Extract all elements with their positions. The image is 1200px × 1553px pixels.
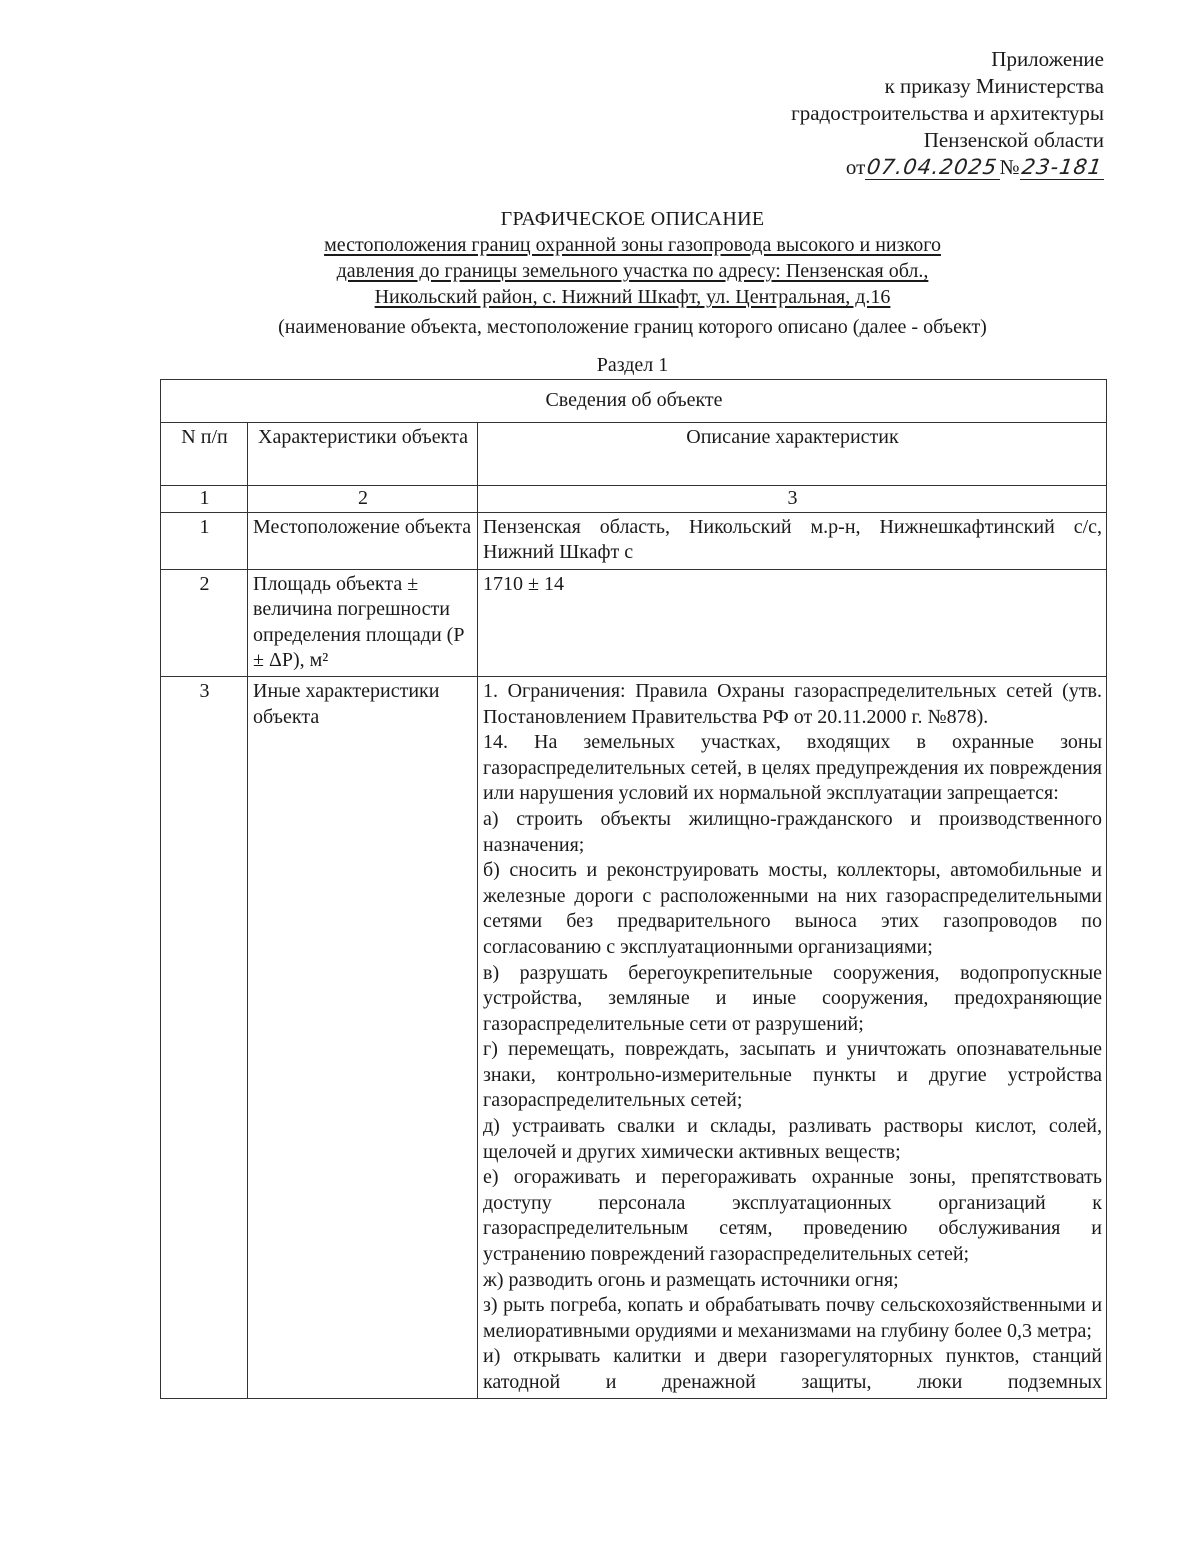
restriction-item-d: д) устраивать свалки и склады, разливать растворы кислот, солей, щелочей и других химически активных веществ; <box>483 1115 1103 1163</box>
date-field <box>865 155 999 180</box>
title-subline-1: местоположения границ охранной зоны газопровода высокого и низкого <box>324 234 941 256</box>
table-row <box>161 569 1107 676</box>
table-heading-row <box>161 380 1107 423</box>
table-row <box>161 512 1107 569</box>
number-prefix: № <box>999 155 1020 179</box>
restriction-intro: 1. Ограничения: Правила Охраны газораспределительных сетей (утв. Постановлением Правительства РФ от 20.11.2000 г. №878). <box>483 679 1103 728</box>
col-number-2: 2 <box>248 486 478 513</box>
date-prefix: от <box>845 155 866 179</box>
restriction-item-b: б) сносить и реконструировать мосты, коллекторы, автомобильные и железные дороги с расположенными на них газораспределительными сетями без предварительного выноса этих газопроводов по согласованию с эксплуатационными организациями; <box>483 859 1103 958</box>
header-line-appendix: Приложение <box>991 47 1104 71</box>
restriction-item-i: и) открывать калитки и двери газорегуляторных пунктов, станций катодной и дренажной защиты, люки подземных <box>483 1345 1103 1393</box>
restriction-item-v: в) разрушать берегоукрепительные сооружения, водопропускные устройства, земляные и иные сооружения, предохраняющие газораспределительные сети от разрушений; <box>483 961 1103 1035</box>
handwritten-number: 23-181 <box>1019 155 1104 179</box>
column-number-row <box>161 486 1107 513</box>
restriction-item-e: е) огораживать и перегораживать охранные зоны, препятствовать доступу персонала эксплуатационных организаций к газораспределительным сетям, проведению обслуживания и устранению повреждений газораспределительных сетей; <box>483 1166 1103 1266</box>
col-header-desc: Описание характеристик <box>478 423 1107 486</box>
row-num: 2 <box>161 569 248 676</box>
row-num: 3 <box>161 676 248 1398</box>
row-name: Местоположение объекта <box>248 512 478 569</box>
row-num: 1 <box>161 512 248 569</box>
restriction-item-z: з) рыть погреба, копать и обрабатывать почву сельскохозяйственными и мелиоративными орудиями и механизмами на глубину более 0,3 метра; <box>483 1294 1103 1342</box>
order-date-number <box>791 154 1104 181</box>
row-name: Иные характеристики объекта <box>248 676 478 1398</box>
document-header <box>791 46 1104 181</box>
section-label: Раздел 1 <box>596 354 669 376</box>
col-number-1: 1 <box>161 486 248 513</box>
number-field <box>1020 155 1104 180</box>
table-heading: Сведения об объекте <box>161 380 1107 423</box>
row-desc: Пензенская область, Никольский м.р-н, Нижнешкафтинский с/с, Нижний Шкафт с <box>478 512 1107 569</box>
restriction-item-g: г) перемещать, повреждать, засыпать и уничтожать опознавательные знаки, контрольно-измерительные пункты и другие устройства газораспределительных сетей; <box>483 1038 1103 1112</box>
handwritten-date: 07.04.2025 <box>865 155 1000 179</box>
col-number-3: 3 <box>478 486 1107 513</box>
title-caption: (наименование объекта, местоположение границ которого описано (далее - объект) <box>278 316 987 338</box>
table-row <box>161 676 1107 1398</box>
row-desc <box>478 676 1107 1398</box>
restriction-item-a: а) строить объекты жилищно-гражданского и производственного назначения; <box>483 807 1103 856</box>
header-line-order: к приказу Министерства <box>884 74 1104 98</box>
header-line-region: Пензенской области <box>923 128 1104 152</box>
row-name: Площадь объекта ± величина погрешности определения площади (Р ± ΔР), м² <box>248 569 478 676</box>
title-block <box>160 206 1105 378</box>
col-header-num: N п/п <box>161 423 248 486</box>
document-title: ГРАФИЧЕСКОЕ ОПИСАНИЕ <box>500 208 765 230</box>
header-line-ministry: градостроительства и архитектуры <box>791 101 1104 125</box>
object-info-table <box>160 379 1107 1399</box>
restriction-clause-14: 14. На земельных участках, входящих в охранные зоны газораспределительных сетей, в целях предупреждения их повреждения или нарушения условий их нормальной эксплуатации запрещается: <box>483 731 1103 805</box>
title-subline-3: Никольский район, с. Нижний Шкафт, ул. Центральная, д.16 <box>374 286 891 308</box>
col-header-name: Характеристики объекта <box>248 423 478 486</box>
title-subline-2: давления до границы земельного участка по адресу: Пензенская обл., <box>336 260 929 282</box>
row-desc: 1710 ± 14 <box>478 569 1107 676</box>
column-header-row <box>161 423 1107 486</box>
restriction-item-zh: ж) разводить огонь и размещать источники огня; <box>483 1268 899 1291</box>
